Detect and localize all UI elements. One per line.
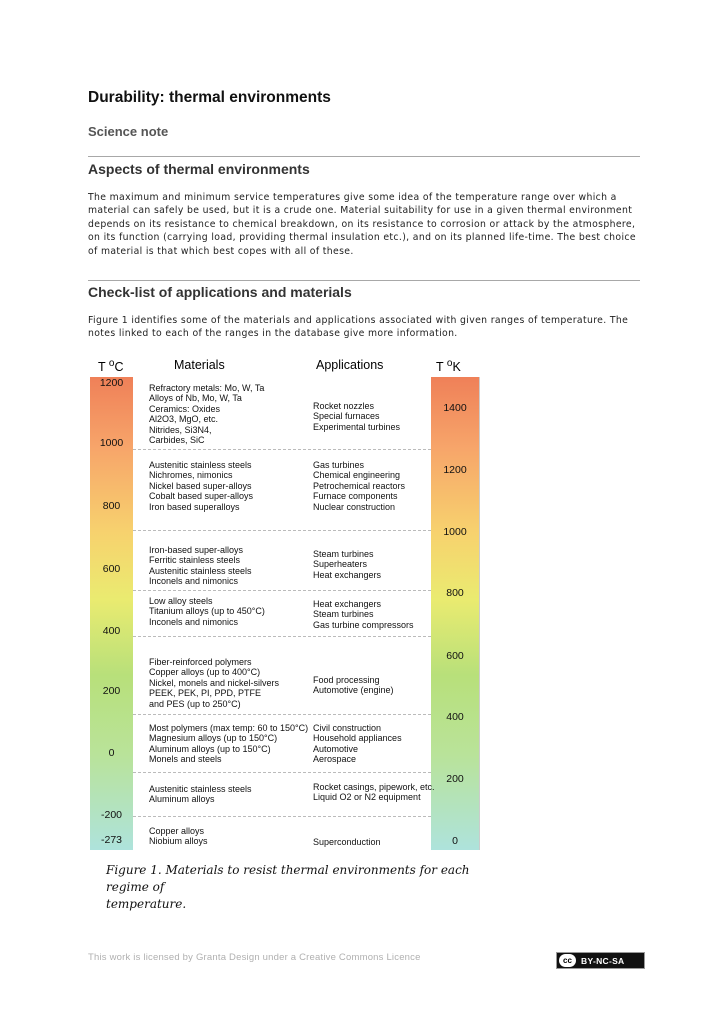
kelvin-tick: 1200: [443, 464, 467, 476]
application-item: Aerospace: [313, 754, 357, 765]
application-item: Food processing: [313, 675, 380, 685]
figure-caption: [106, 862, 476, 913]
material-item: Ferritic stainless steels: [149, 555, 241, 566]
material-item: Aluminum alloys: [149, 794, 215, 805]
celsius-tick: 1000: [99, 437, 124, 449]
kelvin-tick: 1000: [443, 526, 467, 538]
application-item: Petrochemical reactors: [313, 480, 406, 491]
material-item: and PES (up to 250°C): [149, 698, 241, 709]
application-item: Superheaters: [313, 559, 368, 570]
body-line: depends on its resistance to chemical breakdown, on its resistance to corrosion or attack by the atmosphere,: [88, 218, 636, 230]
row-separator: [133, 449, 431, 450]
application-item: Heat exchangers: [313, 599, 382, 609]
material-item: Alloys of Nb, Mo, W, Ta: [149, 393, 242, 404]
row-separator: [133, 714, 431, 715]
material-item: Aluminum alloys (up to 150°C): [149, 743, 271, 754]
material-item: PEEK, PEK, PI, PPD, PTFE: [149, 688, 262, 699]
applications-cell: [313, 549, 381, 580]
application-item: Rocket nozzles: [313, 401, 375, 411]
page-subtitle: Science note: [88, 124, 169, 139]
material-item: Inconels and nimonics: [149, 576, 239, 587]
kelvin-tick: 800: [446, 587, 464, 599]
caption-line: temperature.: [106, 897, 187, 911]
celsius-tick: -273: [100, 834, 122, 846]
application-item: Rocket casings, pipework, etc.: [313, 782, 435, 792]
applications-header: Applications: [316, 358, 384, 372]
cc-badge-text: BY-NC-SA: [581, 955, 625, 966]
kelvin-header: T $^o$K: [436, 358, 461, 374]
section-divider: [88, 280, 640, 281]
license-footer: This work is licensed by Granta Design under a Creative Commons Licence: [88, 952, 421, 963]
application-item: Liquid O2 or N2 equipment: [313, 792, 421, 803]
material-item: Nickel, monels and nickel-silvers: [149, 677, 280, 688]
kelvin-tick: 200: [446, 773, 464, 785]
materials-cell: [149, 545, 252, 587]
applications-cell: [313, 401, 400, 432]
application-item: Furnace components: [313, 491, 398, 502]
application-item: Household appliances: [313, 733, 402, 744]
application-item: Steam turbines: [313, 609, 374, 620]
application-item: Automotive (engine): [313, 685, 394, 696]
materials-cell: [149, 383, 264, 445]
kelvin-tick: 0: [452, 835, 458, 847]
row-separator: [133, 816, 431, 817]
material-item: Refractory metals: Mo, W, Ta: [149, 383, 265, 393]
material-item: Nichromes, nimonics: [149, 470, 233, 481]
material-item: Austenitic stainless steels: [149, 784, 252, 794]
row-separator: [133, 590, 431, 591]
row-separator: [133, 636, 431, 637]
section-body-checklist: [88, 314, 640, 341]
applications-cell: [313, 837, 381, 847]
material-item: Austenitic stainless steels: [149, 460, 252, 470]
application-item: Superconduction: [313, 837, 381, 847]
body-line: Figure 1 identifies some of the materials and applications associated with given ranges of temperature. The: [88, 315, 629, 326]
material-item: Iron based superalloys: [149, 501, 240, 512]
material-item: Low alloy steels: [149, 596, 213, 606]
applications-cell: [313, 460, 405, 512]
applications-cell: [313, 599, 414, 630]
application-item: Heat exchangers: [313, 569, 382, 580]
temperature-figure: [90, 352, 482, 852]
materials-cell: [149, 657, 279, 709]
section-body-aspects: [88, 191, 640, 258]
material-item: Austenitic stainless steels: [149, 565, 252, 576]
application-item: Automotive: [313, 743, 359, 754]
materials-cell: [149, 596, 265, 627]
material-item: Inconels and nimonics: [149, 616, 239, 627]
kelvin-tick: 400: [446, 711, 464, 723]
celsius-header: T $^o$C: [98, 358, 124, 374]
material-item: Ceramics: Oxides: [149, 403, 221, 414]
body-line: of material is that which best copes with all of these.: [88, 245, 354, 257]
material-item: Titanium alloys (up to 450°C): [149, 606, 265, 617]
material-item: Most polymers (max temp: 60 to 150°C): [149, 723, 309, 733]
application-item: Chemical engineering: [313, 470, 401, 481]
application-item: Civil construction: [313, 723, 382, 733]
materials-header: Materials: [174, 358, 225, 372]
applications-cell: [313, 723, 402, 765]
material-item: Iron-based super-alloys: [149, 545, 244, 555]
caption-line: Figure 1. Materials to resist thermal environments for each regime of: [106, 863, 470, 894]
kelvin-tick: 1400: [443, 402, 467, 414]
application-item: Nuclear construction: [313, 501, 396, 512]
celsius-tick: 600: [102, 563, 121, 575]
body-line: The maximum and minimum service temperatures give some idea of the temperature range over which a: [88, 192, 617, 203]
application-item: Experimental turbines: [313, 421, 401, 432]
materials-cell: [149, 460, 253, 512]
celsius-tick: 400: [102, 625, 121, 637]
material-item: Monels and steels: [149, 754, 222, 765]
celsius-tick: 0: [108, 747, 115, 759]
celsius-tick: 200: [102, 685, 121, 697]
section-divider: [88, 156, 640, 157]
row-separator: [133, 530, 431, 531]
body-line: notes linked to each of the ranges in the database give more information.: [88, 328, 458, 340]
material-item: Al2O3, MgO, etc.: [149, 414, 219, 425]
application-item: Steam turbines: [313, 549, 374, 559]
celsius-tick: -200: [100, 809, 122, 821]
material-item: Cobalt based super-alloys: [149, 491, 254, 502]
cc-logo-icon: cc: [559, 954, 576, 967]
material-item: Fiber-reinforced polymers: [149, 657, 252, 667]
materials-cell: [149, 784, 252, 805]
applications-cell: [313, 675, 394, 696]
celsius-tick: 1200: [99, 377, 124, 389]
kelvin-bar-edge: [479, 377, 480, 850]
section-heading-aspects: Aspects of thermal environments: [88, 161, 310, 177]
body-line: on its function (carrying load, providing thermal insulation etc.), and on its planned life-time. The best choice: [88, 232, 636, 244]
material-item: Carbides, SiC: [149, 435, 205, 446]
body-line: material can safely be used, but it is a crude one. Material suitability for use in a given thermal environment: [88, 205, 633, 217]
applications-cell: [313, 782, 435, 803]
cc-license-badge[interactable]: [556, 952, 645, 969]
material-item: Copper alloys: [149, 826, 205, 836]
material-item: Niobium alloys: [149, 836, 208, 847]
page-title: Durability: thermal environments: [88, 89, 331, 106]
application-item: Special furnaces: [313, 411, 380, 422]
materials-cell: [149, 826, 208, 847]
row-separator: [133, 772, 431, 773]
application-item: Gas turbines: [313, 460, 365, 470]
material-item: Copper alloys (up to 400°C): [149, 667, 261, 678]
material-item: Nickel based super-alloys: [149, 480, 252, 491]
material-item: Nitrides, Si3N4,: [149, 424, 212, 435]
celsius-tick: 800: [102, 500, 121, 512]
application-item: Gas turbine compressors: [313, 619, 414, 630]
materials-cell: [149, 723, 308, 765]
section-heading-checklist: Check-list of applications and materials: [88, 284, 352, 300]
material-item: Magnesium alloys (up to 150°C): [149, 733, 278, 744]
kelvin-tick: 600: [446, 650, 464, 662]
